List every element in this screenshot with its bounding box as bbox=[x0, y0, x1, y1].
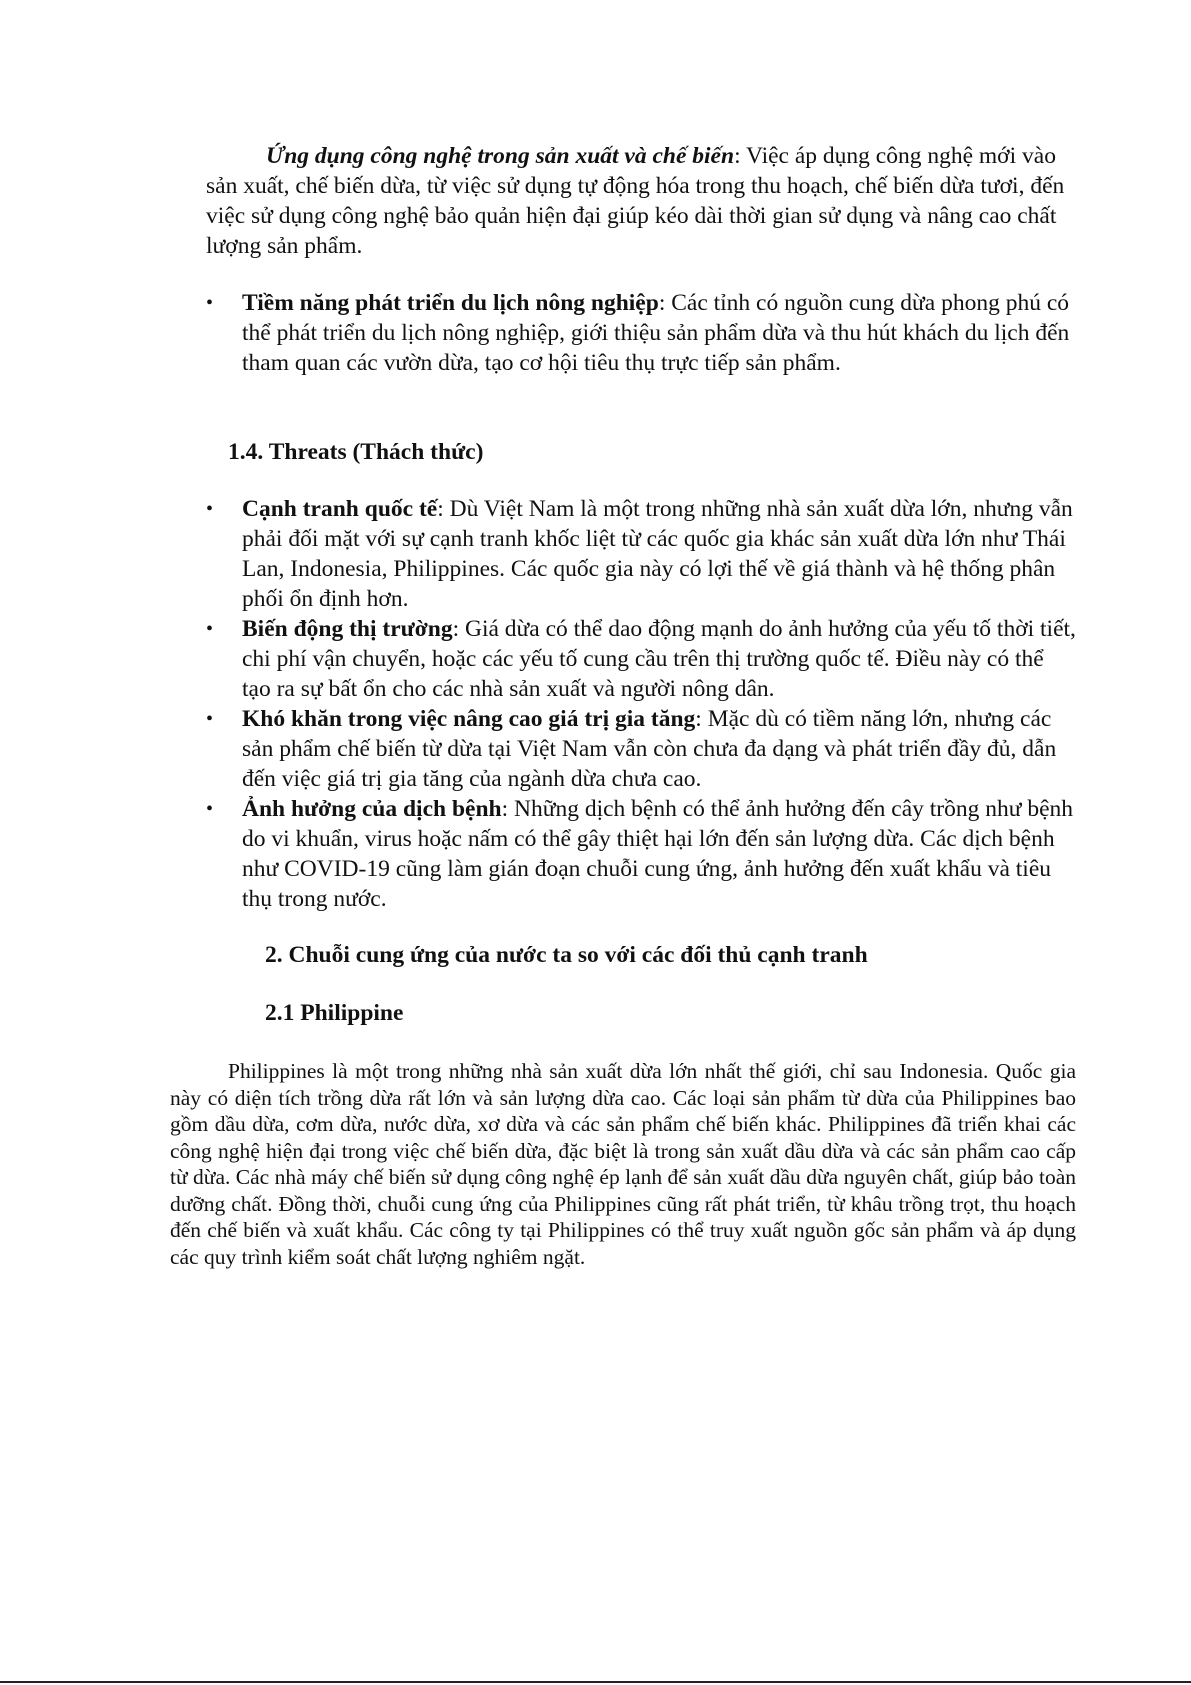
section-2-heading: 2. Chuỗi cung ứng của nước ta so với các đối thủ cạnh tranh bbox=[265, 942, 868, 968]
bullet-icon: • bbox=[206, 708, 214, 730]
list-item-text: : Giá dừa có thể dao động mạnh do ảnh hưởng của yếu tố thời tiết, chi phí vận chuyển, hoặc các yếu tố cung cầu trên thị trường quốc tế. Điều này có thể tạo ra sự bất ổn cho các nhà sản xuất và người nông dân. bbox=[242, 616, 1076, 702]
list-item-text: : Các tỉnh có nguồn cung dừa phong phú có thể phát triển du lịch nông nghiệp, giới thiệu sản phẩm dừa và thu hút khách du lịch đến tham quan các vườn dừa, tạo cơ hội tiêu thụ trực tiếp sản phẩm. bbox=[242, 290, 1070, 376]
threats-heading: 1.4. Threats (Thách thức) bbox=[228, 439, 484, 465]
intro-paragraph bbox=[206, 141, 1076, 261]
list-item bbox=[206, 614, 1076, 704]
list-item-text: : Những dịch bệnh có thể ảnh hưởng đến cây trồng như bệnh do vi khuẩn, virus hoặc nấm có thể gây thiệt hại lớn đến sản lượng dừa. Các dịch bệnh như COVID-19 cũng làm gián đoạn chuỗi cung ứng, ảnh hưởng đến xuất khẩu và tiêu thụ trong nước. bbox=[242, 796, 1074, 912]
intro-text: : Việc áp dụng công nghệ mới vào sản xuất, chế biến dừa, từ việc sử dụng tự động hóa trong thu hoạch, chế biến dừa tươi, đến việc sử dụng công nghệ bảo quản hiện đại giúp kéo dài thời gian sử dụng và nâng cao chất lượng sản phẩm. bbox=[206, 143, 1065, 259]
list-item-bold: Tiềm năng phát triển du lịch nông nghiệp bbox=[242, 290, 659, 316]
bullet-icon: • bbox=[206, 498, 214, 520]
list-item-text: : Mặc dù có tiềm năng lớn, nhưng các sản phẩm chế biến từ dừa tại Việt Nam vẫn còn chưa đa dạng và phát triển đầy đủ, dẫn đến việc giá trị gia tăng của ngành dừa chưa cao. bbox=[242, 706, 1057, 792]
bullet-icon: • bbox=[206, 798, 214, 820]
list-item-bold: Biến động thị trường bbox=[242, 616, 453, 642]
list-item bbox=[206, 494, 1076, 614]
opportunities-list bbox=[206, 288, 1076, 378]
intro-bold-lead: Ứng dụng công nghệ trong sản xuất và chế biến bbox=[266, 143, 735, 169]
section-2-1-heading: 2.1 Philippine bbox=[265, 1000, 404, 1026]
list-item-bold: Ảnh hưởng của dịch bệnh bbox=[242, 796, 502, 822]
page-bottom-rule bbox=[0, 1681, 1191, 1683]
philippines-paragraph: Philippines là một trong những nhà sản xuất dừa lớn nhất thế giới, chỉ sau Indonesia. Quốc gia này có diện tích trồng dừa rất lớn và sản lượng dừa cao. Các loại sản phẩm từ dừa của Philippines bao gồm dầu dừa, cơm dừa, nước dừa, xơ dừa và các sản phẩm chế biến khác. Philippines đã triển khai các công nghệ hiện đại trong việc chế biến dừa, đặc biệt là trong sản xuất dầu dừa và các sản phẩm cao cấp từ dừa. Các nhà máy chế biến sử dụng công nghệ ép lạnh để sản xuất dầu dừa nguyên chất, giúp bảo toàn dưỡng chất. Đồng thời, chuỗi cung ứng của Philippines cũng rất phát triển, từ khâu trồng trọt, thu hoạch đến chế biến và xuất khẩu. Các công ty tại Philippines có thể truy xuất nguồn gốc sản phẩm và áp dụng các quy trình kiểm soát chất lượng nghiêm ngặt. bbox=[170, 1059, 1076, 1269]
list-item-bold: Cạnh tranh quốc tế bbox=[242, 496, 438, 522]
list-item bbox=[206, 704, 1076, 794]
bullet-icon: • bbox=[206, 292, 214, 314]
bullet-icon: • bbox=[206, 618, 214, 640]
list-item-text: : Dù Việt Nam là một trong những nhà sản xuất dừa lớn, nhưng vẫn phải đối mặt với sự cạnh tranh khốc liệt từ các quốc gia khác sản xuất dừa lớn như Thái Lan, Indonesia, Philippines. Các quốc gia này có lợi thế về giá thành và hệ thống phân phối ổn định hơn. bbox=[242, 496, 1073, 612]
threats-list bbox=[206, 494, 1076, 914]
list-item bbox=[206, 794, 1076, 914]
list-item-bold: Khó khăn trong việc nâng cao giá trị gia tăng bbox=[242, 706, 696, 732]
list-item bbox=[206, 288, 1076, 378]
